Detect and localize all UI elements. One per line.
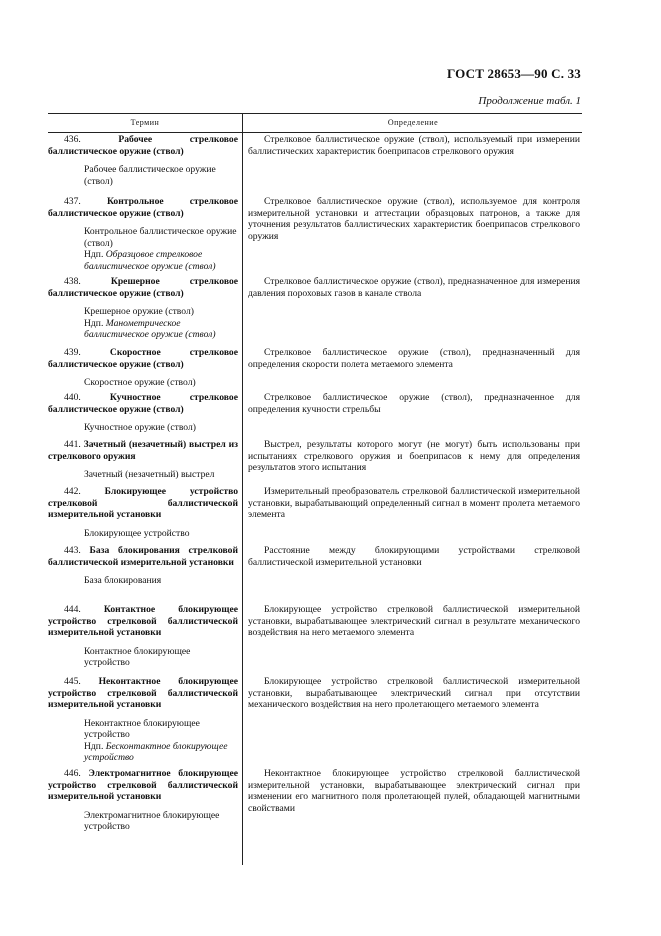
term-name: Зачетный (незачетный) выстрел из стрелкового оружия xyxy=(48,439,238,462)
definition-text: Стрелковое баллистическое оружие (ствол), используемый при измерении баллистических характеристик боеприпасов стрелкового оружия xyxy=(248,134,580,157)
definition-cell xyxy=(248,276,580,299)
definition-text: Измерительный преобразователь стрелковой баллистической измерительной установки, вырабатывающий определенный сигнал в момент пролета метаемого элемента xyxy=(248,486,580,520)
term-cell xyxy=(48,196,238,272)
term-title xyxy=(48,676,238,711)
term-not-allowed xyxy=(84,249,238,272)
definition-text: Стрелковое баллистическое оружие (ствол), предназначенное для измерения давления пороховых газов в канале ствола xyxy=(248,276,580,299)
term-short-form: Блокирующее устройство xyxy=(84,527,190,539)
term-title xyxy=(48,196,238,219)
term-name: Блокирующее устройство стрелковой баллистической измерительной установки xyxy=(48,486,238,520)
term-name: База блокирования стрелковой баллистической измерительной установки xyxy=(48,545,238,568)
not-allowed-label: Ндп. xyxy=(84,317,104,329)
term-cell xyxy=(48,545,238,587)
term-cell xyxy=(48,768,238,833)
definition-cell xyxy=(248,196,580,242)
definition-text: Стрелковое баллистическое оружие (ствол), предназначенное для определения кучности стрельбы xyxy=(248,392,580,415)
term-title xyxy=(48,439,238,462)
term-not-allowed xyxy=(84,741,238,764)
definition-cell xyxy=(248,676,580,711)
term-number: 443. xyxy=(64,545,81,556)
definition-text: Стрелковое баллистическое оружие (ствол), предназначенный для определения скорости полета метаемого элемента xyxy=(248,347,580,370)
definition-text: Неконтактное блокирующее устройство стрелковой баллистической измерительной установки, вырабатывающее электрический сигнал при изменении его магнитного поля пролетающей пулей, обладающей магнитными свойствами xyxy=(248,768,580,814)
term-title xyxy=(48,486,238,521)
term-cell xyxy=(48,347,238,389)
definition-text: Стрелковое баллистическое оружие (ствол), используемое для контроля измерительной установки и аттестации образцовых патронов, а также для уточнения результатов баллистических характеристик боеприпасов стрелкового оружия xyxy=(248,196,580,242)
term-title xyxy=(48,276,238,299)
term-name: Неконтактное блокирующее устройство стрелковой баллистической измерительной установки xyxy=(48,676,238,710)
term-cell xyxy=(48,486,238,539)
term-name: Контактное блокирующее устройство стрелковой баллистической измерительной установки xyxy=(48,604,238,638)
term-short-form: Контактное блокирующее устройство xyxy=(84,645,191,668)
not-allowed-label: Ндп. xyxy=(84,740,104,752)
term-number: 437. xyxy=(64,196,81,207)
term-cell xyxy=(48,392,238,434)
definition-cell xyxy=(248,768,580,814)
term-short-form: Крешерное оружие (ствол) xyxy=(84,306,194,317)
definition-cell xyxy=(248,486,580,521)
definition-cell xyxy=(248,545,580,568)
term-number: 444. xyxy=(64,604,81,615)
term-name: Контрольное стрелковое баллистическое оружие (ствол) xyxy=(48,196,238,219)
term-title xyxy=(48,604,238,639)
term-name: Электромагнитное блокирующее устройство стрелковой баллистической измерительной установки xyxy=(48,768,238,802)
term-cell xyxy=(48,134,238,187)
term-name: Скоростное стрелковое баллистическое оружие (ствол) xyxy=(48,347,238,370)
not-allowed-term: Бесконтактное блокирующее устройство xyxy=(84,740,228,763)
not-allowed-term: Манометрическое баллистическое оружие (ствол) xyxy=(84,317,216,340)
definition-text: Расстояние между блокирующими устройствами стрелковой баллистической измерительной установки xyxy=(248,545,580,568)
term-number: 436. xyxy=(64,134,81,145)
definition-text: Выстрел, результаты которого могут (не могут) быть использованы при испытаниях стрелкового оружия и боеприпасов к нему для определения результатов этого испытания xyxy=(248,439,580,473)
table-header-row xyxy=(48,113,582,133)
term-short-form: База блокирования xyxy=(84,575,162,586)
definition-cell xyxy=(248,392,580,415)
term-short-form: Скоростное оружие (ствол) xyxy=(84,377,196,388)
term-not-allowed xyxy=(84,318,238,341)
column-divider xyxy=(242,113,243,865)
term-title xyxy=(48,134,238,157)
term-title xyxy=(48,347,238,370)
term-short-form: Кучностное оружие (ствол) xyxy=(84,422,196,433)
document-header: ГОСТ 28653—90 С. 33 xyxy=(447,66,581,81)
column-header-term: Термин xyxy=(130,118,160,127)
definition-text: Блокирующее устройство стрелковой баллистической измерительной установки, вырабатывающее электрический сигнал в результате механического воздействия на него метаемого элемента xyxy=(248,604,580,638)
term-cell xyxy=(48,604,238,669)
term-number: 446. xyxy=(64,768,81,779)
definition-cell xyxy=(248,134,580,157)
column-header-definition: Определение xyxy=(387,118,439,127)
term-name: Рабочее стрелковое баллистическое оружие (ствол) xyxy=(48,134,238,157)
term-title xyxy=(48,768,238,803)
term-short-form: Электромагнитное блокирующее устройство xyxy=(84,809,220,832)
term-number: 442. xyxy=(64,486,81,497)
term-short-form: Зачетный (незачетный) выстрел xyxy=(84,469,215,480)
definition-cell xyxy=(248,604,580,639)
term-name: Кучностное стрелковое баллистическое оружие (ствол) xyxy=(48,392,238,415)
term-number: 445. xyxy=(64,676,81,687)
term-cell xyxy=(48,676,238,764)
terms-table xyxy=(48,113,582,865)
definition-cell xyxy=(248,439,580,474)
term-cell xyxy=(48,439,238,481)
term-short-form: Контрольное баллистическое оружие (ствол) xyxy=(84,226,237,249)
term-short-form: Неконтактное блокирующее устройство xyxy=(84,717,200,740)
term-short-form: Рабочее баллистическое оружие (ствол) xyxy=(84,164,216,187)
term-number: 438. xyxy=(64,276,81,287)
definition-text: Блокирующее устройство стрелковой баллистической измерительной установки, вырабатывающее электрический сигнал при отсутствии механического воздействия на него пролетающего метаемого элемента xyxy=(248,676,580,710)
term-title xyxy=(48,392,238,415)
term-number: 439. xyxy=(64,347,81,358)
term-number: 441. xyxy=(64,439,81,450)
not-allowed-term: Образцовое стрелковое баллистическое оружие (ствол) xyxy=(84,249,216,272)
term-number: 440. xyxy=(64,392,81,403)
term-name: Крешерное стрелковое баллистическое оружие (ствол) xyxy=(48,276,238,299)
term-cell xyxy=(48,276,238,341)
term-title xyxy=(48,545,238,568)
not-allowed-label: Ндп. xyxy=(84,249,104,260)
definition-cell xyxy=(248,347,580,370)
table-continuation-note: Продолжение табл. 1 xyxy=(478,95,581,107)
